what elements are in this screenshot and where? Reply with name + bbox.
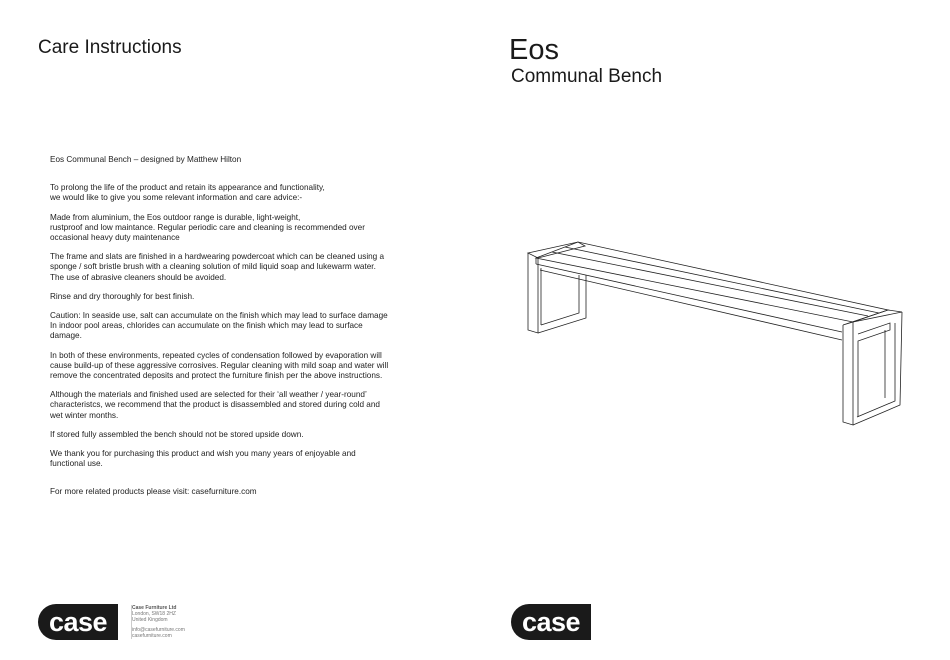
paragraph: The frame and slats are finished in a hardwearing powdercoat which can be cleaned using a sponge / soft bristle brush with a cleaning solution of mild liquid soap and lukewarm water. The use of abrasive cleaners should be avoided.	[50, 252, 385, 282]
website-link[interactable]: casefurniture.com	[132, 633, 172, 639]
paragraph: We thank you for purchasing this product and wish you many years of enjoyable and functional use.	[50, 449, 356, 469]
paragraph: Although the materials and finished used are selected for their ‘all weather / year-round’ characteristcs, we recommend that the product is disassembled and stored during cold and wet winter months.	[50, 390, 380, 420]
product-subtitle: Communal Bench	[511, 66, 663, 87]
paragraph: Made from aluminium, the Eos outdoor range is durable, light-weight, rustproof and low maintance. Regular periodic care and cleaning is recommended over occasional heavy duty maintenance	[50, 212, 365, 243]
email-link[interactable]: info@casefurniture.com	[132, 627, 185, 633]
paragraph: To prolong the life of the product and retain its appearance and functionality, we would like to give you some relevant information and care advice:-	[50, 183, 325, 203]
case-logo: case	[38, 604, 118, 640]
company-address	[131, 605, 185, 639]
care-instructions-title: Care Instructions	[38, 37, 182, 58]
paragraph: In both of these environments, repeated cycles of condensation followed by evaporation will cause build-up of these aggressive corrosives. Regular cleaning with mild soap and water will remove the concentrated deposits and protect the furniture finish per the above instructions.	[50, 350, 389, 381]
designer-line: Eos Communal Bench – designed by Matthew Hilton	[50, 155, 242, 164]
case-logo-right: case	[511, 604, 591, 640]
address-line: London, SW18 2HZ	[132, 611, 176, 617]
address-line: United Kingdom	[132, 617, 168, 623]
paragraph: If stored fully assembled the bench should not be stored upside down.	[50, 429, 304, 439]
company-name: Case Furniture Ltd	[132, 605, 177, 611]
website-line: For more related products please visit: casefurniture.com	[50, 487, 257, 497]
product-title: Eos	[509, 34, 559, 66]
paragraph: Rinse and dry thoroughly for best finish.	[50, 291, 195, 301]
paragraph: Caution: In seaside use, salt can accumulate on the finish which may lead to surface damage In indoor pool areas, chlorides can accumulate on the finish which may lead to surface damage.	[50, 311, 388, 341]
